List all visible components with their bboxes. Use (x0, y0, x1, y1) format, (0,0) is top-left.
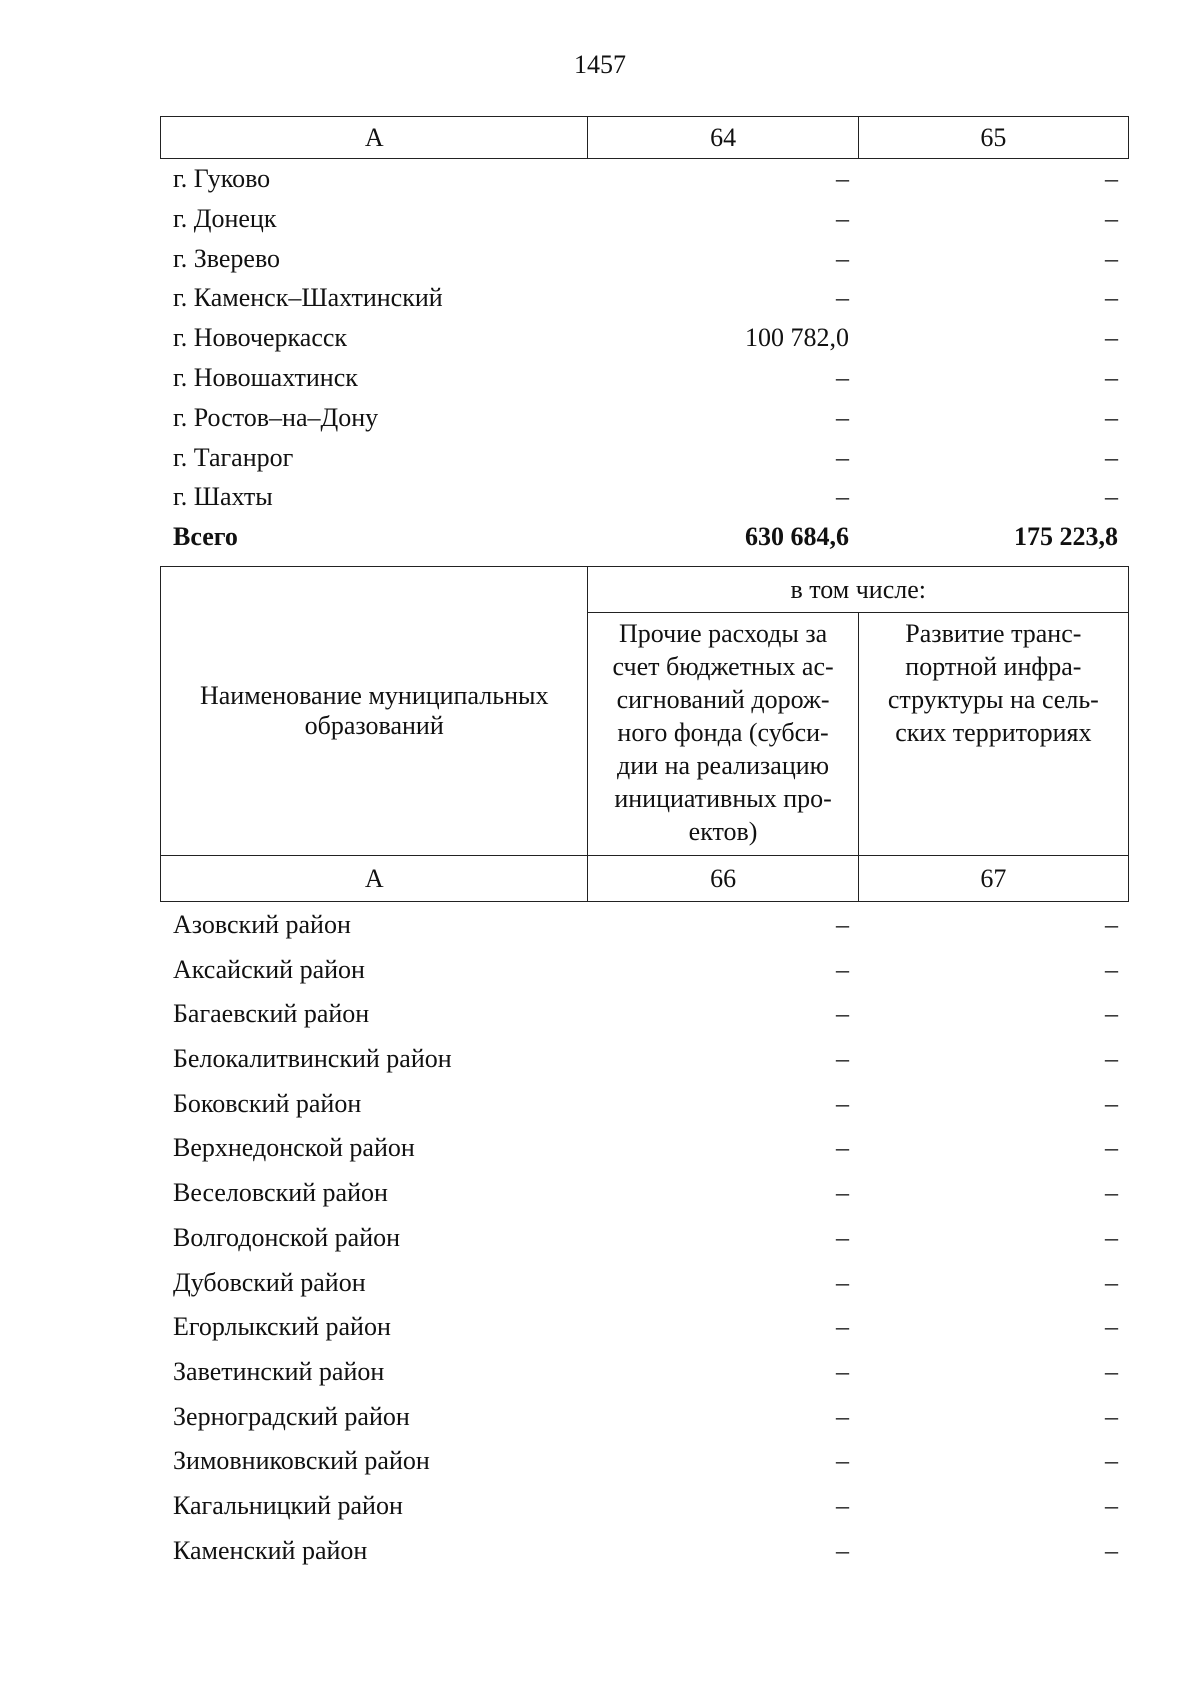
value-67: – (1105, 1178, 1118, 1208)
value-64: – (836, 482, 849, 512)
column-header-66-line: инициативных про- (614, 784, 832, 813)
column-header-66-line: Прочие расходы за (619, 619, 828, 648)
table1-body (160, 161, 1129, 559)
value-66: – (836, 1490, 849, 1520)
value-67: – (1105, 1490, 1118, 1520)
table-row (160, 479, 1129, 519)
row-name: Белокалитвинский район (173, 1044, 452, 1074)
column-header-66 (588, 613, 858, 856)
value-67: – (1105, 1535, 1118, 1565)
value-67: – (1105, 1446, 1118, 1476)
value-67: – (1105, 954, 1118, 984)
table-row (160, 360, 1129, 400)
value-66: – (836, 1133, 849, 1163)
value-65: – (1105, 402, 1118, 432)
value-65: – (1105, 442, 1118, 472)
row-name: Зимовниковский район (173, 1446, 430, 1476)
value-65: – (1105, 482, 1118, 512)
value-66: – (836, 1088, 849, 1118)
value-66: – (836, 1356, 849, 1386)
column-header-66-line: ектов) (688, 817, 758, 846)
value-64: 100 782,0 (745, 323, 849, 353)
column-header-66-line: ного фонда (субси- (617, 718, 829, 747)
table-row (160, 241, 1129, 281)
value-65: – (1105, 323, 1118, 353)
row-name: Веселовский район (173, 1178, 388, 1208)
row-name: Азовский район (173, 910, 351, 939)
value-66: – (836, 1044, 849, 1074)
row-name: Багаевский район (173, 999, 370, 1029)
value-67: – (1105, 1312, 1118, 1342)
value-65: – (1105, 362, 1118, 392)
table-row (160, 1443, 1129, 1488)
row-name: Волгодонской район (173, 1222, 401, 1252)
value-66: – (836, 1222, 849, 1252)
table-row (160, 1488, 1129, 1533)
row-name: Кагальницкий район (173, 1490, 403, 1520)
table-row (160, 440, 1129, 480)
table-row (160, 280, 1129, 320)
table-row (160, 1041, 1129, 1086)
column-number-66: 66 (588, 856, 858, 902)
value-67: – (1105, 1401, 1118, 1431)
value-66: – (836, 1267, 849, 1297)
row-name: Боковский район (173, 1088, 362, 1118)
column-header-64: 64 (588, 117, 858, 159)
page-number: 1457 (574, 50, 626, 79)
value-67: – (1105, 1356, 1118, 1386)
row-name: г. Каменск–Шахтинский (173, 283, 443, 313)
value-67: – (1105, 1133, 1118, 1163)
table-row (160, 320, 1129, 360)
value-66: – (836, 954, 849, 984)
table-row (160, 1265, 1129, 1310)
table-row (160, 1309, 1129, 1354)
table-row (160, 996, 1129, 1041)
value-64: – (836, 243, 849, 273)
row-name: г. Новочеркасск (173, 323, 348, 353)
table-row (160, 1399, 1129, 1444)
value-64: – (836, 362, 849, 392)
table-row (160, 400, 1129, 440)
column-header-a: А (161, 117, 588, 159)
column-header-67 (858, 613, 1128, 856)
table-row (160, 201, 1129, 241)
table-row (160, 1220, 1129, 1265)
column-header-67-line: структуры на сель- (887, 685, 1099, 714)
row-name: г. Таганрог (173, 442, 294, 472)
row-name: Дубовский район (173, 1267, 366, 1297)
row-name: г. Ростов–на–Дону (173, 402, 379, 432)
name-column-header (161, 567, 588, 856)
value-66: – (836, 1178, 849, 1208)
table-row (160, 1130, 1129, 1175)
value-67: – (1105, 999, 1118, 1029)
value-64: – (836, 203, 849, 233)
value-64: – (836, 164, 849, 193)
row-name: Егорлыкский район (173, 1312, 391, 1342)
row-name: Каменский район (173, 1535, 368, 1565)
column-header-66-line: счет бюджетных ас- (612, 652, 834, 681)
value-65: – (1105, 164, 1118, 193)
row-name: Верхнедонской район (173, 1133, 415, 1163)
name-column-header-text: Наименование муниципальных образований (199, 681, 549, 740)
total-value-64: 630 684,6 (745, 522, 849, 552)
value-64: – (836, 402, 849, 432)
row-name: г. Шахты (173, 482, 273, 512)
value-66: – (836, 910, 849, 939)
total-label: Всего (173, 522, 238, 552)
row-name: г. Зверево (173, 243, 281, 273)
column-number-a: А (161, 856, 588, 902)
value-65: – (1105, 243, 1118, 273)
value-66: – (836, 1535, 849, 1565)
row-name: Заветинский район (173, 1356, 385, 1386)
value-65: – (1105, 283, 1118, 313)
value-65: – (1105, 203, 1118, 233)
table-row (160, 952, 1129, 997)
column-header-67-line: ских территориях (895, 718, 1092, 747)
column-header-66-line: дии на реализацию (617, 751, 830, 780)
total-value-65: 175 223,8 (1014, 522, 1118, 552)
value-67: – (1105, 910, 1118, 939)
table1-header-row (161, 117, 1129, 159)
row-name: г. Донецк (173, 203, 277, 233)
column-header-66-line: сигнований дорож- (616, 685, 830, 714)
table-row (160, 1175, 1129, 1220)
group-header-row (161, 567, 1129, 613)
table1-header (160, 116, 1129, 159)
value-67: – (1105, 1267, 1118, 1297)
column-header-67-line: портной инфра- (905, 652, 1082, 681)
row-name: г. Гуково (173, 164, 271, 193)
total-row (160, 519, 1129, 559)
table-row (160, 1086, 1129, 1131)
value-67: – (1105, 1222, 1118, 1252)
value-64: – (836, 442, 849, 472)
including-header: в том числе: (588, 567, 1129, 613)
row-name: Аксайский район (173, 954, 365, 984)
table-row (160, 161, 1129, 201)
table-row (160, 1354, 1129, 1399)
column-numbers-row (161, 856, 1129, 902)
value-66: – (836, 999, 849, 1029)
row-name: г. Новошахтинск (173, 362, 358, 392)
row-name: Зерноградский район (173, 1401, 410, 1431)
table2-header (160, 566, 1129, 902)
value-64: – (836, 283, 849, 313)
column-number-67: 67 (858, 856, 1128, 902)
table-row (160, 907, 1129, 952)
table-row (160, 1533, 1129, 1578)
column-header-67-line: Развитие транс- (905, 619, 1082, 648)
table2-body (160, 907, 1129, 1577)
value-67: – (1105, 1088, 1118, 1118)
value-67: – (1105, 1044, 1118, 1074)
column-header-65: 65 (858, 117, 1128, 159)
value-66: – (836, 1401, 849, 1431)
value-66: – (836, 1312, 849, 1342)
value-66: – (836, 1446, 849, 1476)
